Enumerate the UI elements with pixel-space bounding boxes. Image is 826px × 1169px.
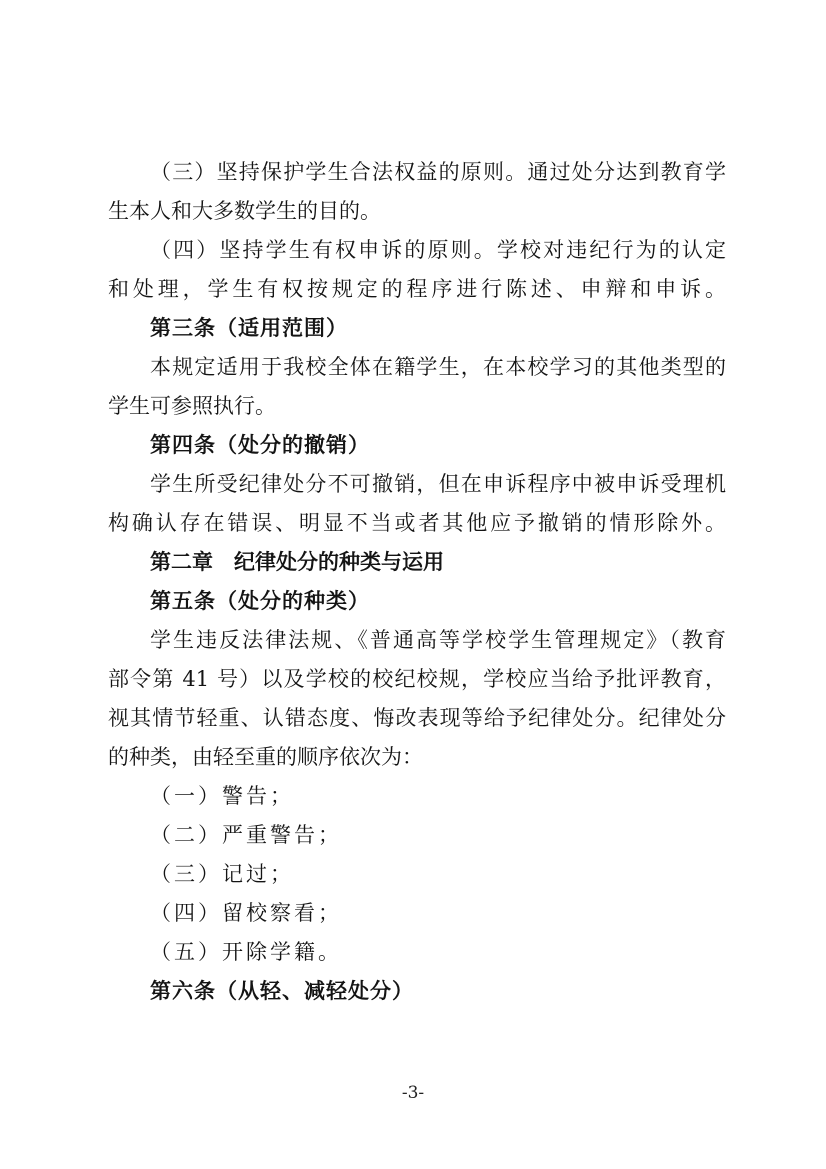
paragraph-line: 本规定适用于我校全体在籍学生，在本校学习的其他类型的 bbox=[150, 355, 726, 379]
paragraph-line: （三）坚持保护学生合法权益的原则。通过处分达到教育学 bbox=[150, 160, 726, 184]
paragraph-line: 的种类，由轻至重的顺序依次为： bbox=[108, 745, 423, 769]
article-heading: 第三条（适用范围） bbox=[150, 316, 348, 340]
chapter-heading: 第二章 纪律处分的种类与运用 bbox=[150, 550, 444, 574]
paragraph-line: （四）坚持学生有权申诉的原则。学校对违纪行为的认定 bbox=[150, 238, 726, 262]
page-number: -3- bbox=[401, 1083, 425, 1103]
list-item: （一）警告； bbox=[150, 784, 294, 808]
article-heading: 第四条（处分的撤销） bbox=[150, 433, 370, 457]
list-item: （三）记过； bbox=[150, 862, 294, 886]
paragraph-line: 视其情节轻重、认错态度、悔改表现等给予纪律处分。纪律处分 bbox=[108, 706, 726, 730]
article-heading: 第六条（从轻、减轻处分） bbox=[150, 979, 414, 1003]
paragraph-line: 部令第 41 号）以及学校的校纪校规，学校应当给予批评教育， bbox=[108, 667, 726, 691]
paragraph-line: 学生所受纪律处分不可撤销，但在申诉程序中被申诉受理机 bbox=[150, 472, 726, 496]
paragraph-line: 学生违反法律法规、《普通高等学校学生管理规定》（教育 bbox=[150, 628, 726, 652]
paragraph-line: 构确认存在错误、明显不当或者其他应予撤销的情形除外。 bbox=[108, 511, 726, 535]
paragraph-line: 和处理，学生有权按规定的程序进行陈述、申辩和申诉。 bbox=[108, 277, 726, 301]
list-item: （五）开除学籍。 bbox=[150, 940, 342, 964]
list-item: （二）严重警告； bbox=[150, 823, 342, 847]
list-item: （四）留校察看； bbox=[150, 901, 342, 925]
article-heading: 第五条（处分的种类） bbox=[150, 589, 370, 613]
paragraph-line: 学生可参照执行。 bbox=[108, 394, 276, 418]
paragraph-line: 生本人和大多数学生的目的。 bbox=[108, 199, 381, 223]
